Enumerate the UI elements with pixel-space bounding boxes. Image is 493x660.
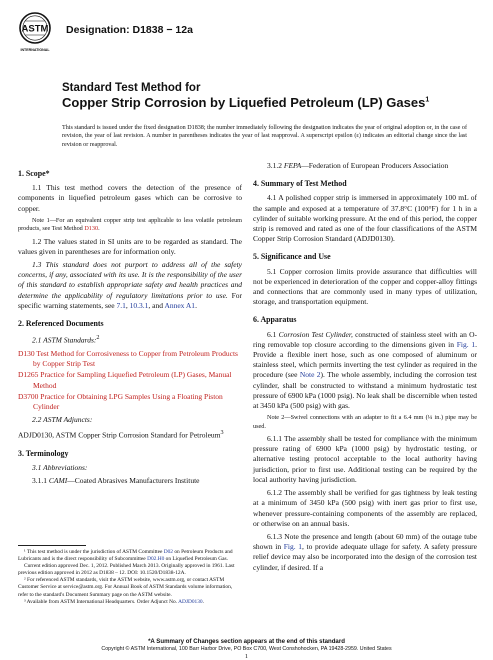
section-2-heading: 2. Referenced Documents bbox=[18, 319, 104, 329]
link-d02-h0[interactable]: D02.H0 bbox=[147, 556, 165, 563]
footnote-2: ² For referenced ASTM standards, visit the ASTM website, www.astm.org, or contact ASTM Customer Service at service@astm.org. For Annual Book of ASTM Standards volume information, refer to the standard's Document Summary page on the ASTM website. bbox=[18, 577, 233, 598]
footnote-rule bbox=[18, 545, 86, 546]
link-ref-d130[interactable]: D130 bbox=[18, 348, 35, 358]
page-header bbox=[18, 12, 478, 60]
para-6-1: 6.1 Corrosion Test Cylinder, constructed of stainless steel with an O-ring removable top closure according to the dimensions given in Fig. 1. Provide a flexible inert hose, such as one composed of aluminum or stainless steel, which permits inverting the test cylinder as required in the procedure (see Note 2). The whole assembly, including the corrosion test cylinder, shall be constructed to withstand a minimum hydrostatic test pressure of 6900 kPa (1000 psig). No leak shall be discernible when tested at 3450 kPa (500 psig) with gas. bbox=[253, 329, 477, 411]
title-line-1: Standard Test Method for bbox=[62, 82, 201, 94]
para-6-1-3: 6.1.3 Note the presence and length (about 60 mm) of the outage tube shown in Fig. 1, to provide adequate ullage for safety. A safety pressure relief device may also be incorporated into the design of the corrosion test cylinder, if desired. If a bbox=[253, 531, 477, 572]
summary-of-changes-note: *A Summary of Changes section appears at the end of this standard bbox=[148, 638, 345, 645]
astm-logo bbox=[18, 12, 52, 58]
svg-text:INTERNATIONAL: INTERNATIONAL bbox=[20, 48, 50, 52]
link-annex-a1[interactable]: Annex A1 bbox=[164, 300, 196, 310]
title-block bbox=[62, 82, 462, 110]
para-1-1: 1.1 This test method covers the detection of the presence of components in liquefied petroleum gases which can be corrosive to copper. bbox=[18, 183, 242, 213]
page-number: 1 bbox=[244, 653, 249, 660]
section-6-heading: 6. Apparatus bbox=[253, 315, 297, 325]
link-ref-d1265[interactable]: D1265 bbox=[18, 370, 39, 380]
ref-d3700: D3700 Practice for Obtaining LPG Samples Using a Floating Piston Cylinder bbox=[18, 391, 223, 411]
para-2-1: 2.1 ASTM Standards:$^2$ bbox=[32, 334, 100, 345]
link-fig-1[interactable]: Fig. 1 bbox=[456, 339, 476, 349]
link-d02[interactable]: D02 bbox=[163, 549, 174, 555]
footnote-1-edition: Current edition approved Dec. 1, 2012. Published March 2013. Originally approved in 1961. Last previous edition approved in 2012 as D1838 – 12. DOI: 10.1520/D1838-12A. bbox=[18, 563, 235, 577]
link-note-2[interactable]: Note 2 bbox=[299, 370, 321, 380]
link-adjd0130[interactable]: ADJD0130 bbox=[178, 598, 203, 605]
section-5-heading: 5. Significance and Use bbox=[253, 252, 331, 262]
para-4-1: 4.1 A polished copper strip is immersed in approximately 100 mL of the sample and exposed at a temperature of 37.8°C (100°F) for 1 h in a cylinder of suitable working pressure. At the end of this period, the copper strip is removed and rated as one of the four classifications of the ASTM Copper Strip Corrosion Standard (ADJD0130). bbox=[253, 193, 477, 244]
para-1-2: 1.2 The values stated in SI units are to be regarded as standard. The values given in parentheses are for information only. bbox=[18, 236, 242, 256]
svg-text:ASTM: ASTM bbox=[21, 23, 49, 35]
link-d130[interactable]: D130 bbox=[84, 225, 99, 233]
footnotes bbox=[18, 549, 242, 606]
para-6-1-2: 6.1.2 The assembly shall be verified for gas tightness by leak testing at a minimum of 3450 kPa (500 psig) with inert gas prior to first use, whenever pressure-containing components of the assembly are replaced, or otherwise on an annual basis. bbox=[253, 488, 477, 528]
para-1-3: 1.3 This standard does not purport to address all of the safety concerns, if any, associated with its use. It is the responsibility of the user of this standard to establish appropriate safety and health practices and determine the applicability of regulatory limitations prior to use. For specific warning statements, see 7.1, 10.3.1, and Annex A1. bbox=[18, 260, 243, 310]
link-10-3-1[interactable]: 10.3.1 bbox=[129, 300, 149, 310]
para-6-1-1: 6.1.1 The assembly shall be tested for compliance with the minimum pressure rating of 6900 kPa (1000 psig) by hydrostatic testing, or alternative testing protocol acceptable to the local authority having jurisdiction, prior to first use. Additional testing can be required by the local authority having jurisdiction. bbox=[253, 434, 477, 484]
para-3-1-2: 3.1.2 FEPA—Federation of European Producers Association bbox=[267, 161, 449, 170]
designation: Designation: D1838 − 12a bbox=[66, 24, 193, 36]
section-3-heading: 3. Terminology bbox=[18, 449, 69, 459]
para-3-1: 3.1 Abbreviations: bbox=[32, 463, 88, 473]
adjunct-entry: ADJD0130, ASTM Copper Strip Corrosion Standard for Petroleum$^3$ bbox=[18, 429, 224, 440]
link-7-1[interactable]: 7.1 bbox=[116, 300, 126, 310]
link-fig-1-b[interactable]: Fig. 1 bbox=[283, 542, 303, 552]
note-1: Note 1—For an equivalent copper strip test applicable to less volatile petroleum products, see Test Method D130. bbox=[18, 216, 242, 233]
note-2: Note 2—Swivel connections with an adapter to fit a 6.4 mm (¼ in.) pipe may be used. bbox=[253, 414, 477, 430]
left-column bbox=[18, 161, 242, 490]
ref-d130: D130 Test Method for Corrosiveness to Copper from Petroleum Products by Copper Strip Test bbox=[18, 348, 238, 369]
section-4-heading: 4. Summary of Test Method bbox=[253, 179, 347, 189]
copyright-line: Copyright © ASTM International, 100 Barr Harbor Drive, PO Box C700, West Conshohocken, PA 19428-2959. United States bbox=[101, 646, 392, 652]
para-3-1-1: 3.1.1 CAMI—Coated Abrasives Manufacturers Institute bbox=[32, 476, 200, 486]
para-5-1: 5.1 Copper corrosion limits provide assurance that difficulties will not be experienced in deterioration of the copper and copper-alloy fittings and connections that are commonly used in many types of utilization, storage, and transportation equipment. bbox=[253, 266, 477, 307]
footnote-3: ³ Available from ASTM International Headquarters. Order Adjunct No. ADJD0130. bbox=[24, 598, 204, 605]
para-2-2: 2.2 ASTM Adjuncts: bbox=[32, 415, 93, 425]
title-line-2: Copper Strip Corrosion by Liquefied Petroleum (LP) Gases$^1$ bbox=[62, 95, 430, 110]
link-ref-d3700[interactable]: D3700 bbox=[18, 391, 39, 401]
issue-notice: This standard is issued under the fixed designation D1838; the number immediately following the designation indicates the year of original adoption or, in the case of revision, the year of last revision. A number in parentheses indicates the year of last reapproval. A superscript epsilon (ε) indicates an editorial change since the last revision or reapproval. bbox=[62, 125, 467, 148]
ref-d1265: D1265 Practice for Sampling Liquefied Petroleum (LP) Gases, Manual Method bbox=[18, 370, 232, 390]
right-column bbox=[253, 161, 477, 576]
footnote-1: ¹ This test method is under the jurisdiction of ASTM Committee D02 on Petroleum Products and Lubricants and is the direct responsibility of Subcommittee D02.H0 on Liquefied Petroleum Gas. bbox=[18, 549, 233, 563]
section-1-heading: 1. Scope* bbox=[18, 169, 50, 178]
